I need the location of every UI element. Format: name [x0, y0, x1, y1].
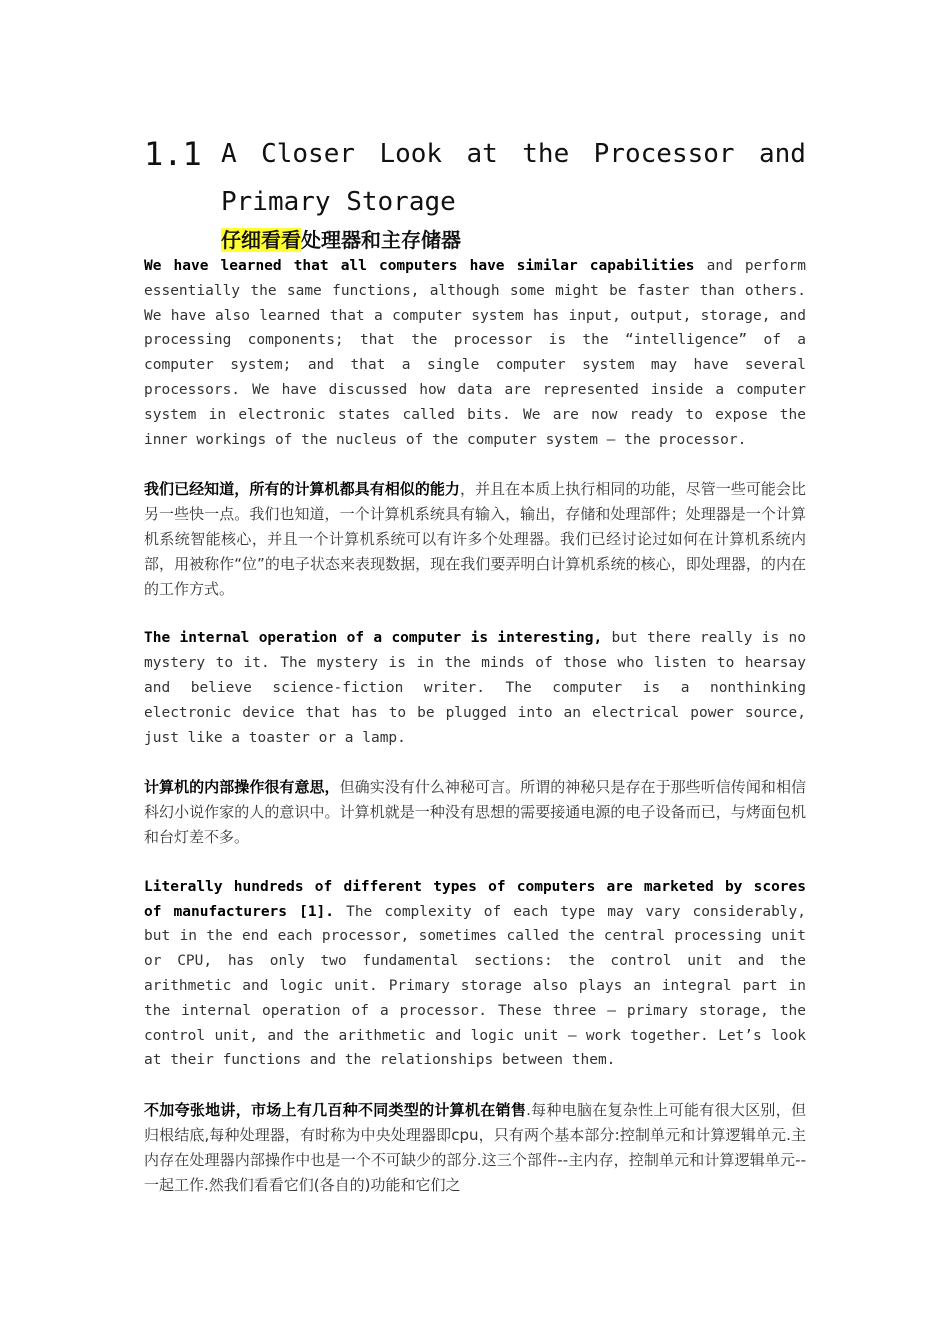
- title-word: Processor: [593, 139, 735, 169]
- section-number: 1.1: [144, 135, 202, 173]
- section-title-line1: [221, 130, 806, 178]
- paragraph-body: The complexity of each type may vary considerably, but in the end each processor, sometimes called the central processing unit or CPU, has only two fundamental sections: the control unit and the arithmetic and logic unit. Primary storage also plays an integral part in the internal operation of a processor. These three — primary storage, the control unit, and the arithmetic and logic unit — work together. Let’s look at their functions and the relationships between them.: [144, 903, 806, 1069]
- paragraph-zh-2: [144, 775, 806, 849]
- paragraph-zh-1: [144, 477, 806, 601]
- paragraph-en-3: [144, 875, 806, 1073]
- paragraph-body: 但确实没有什么神秘可言。所谓的神秘只是存在于那些听信传闻和相信科幻小说作家的人的意识中。计算机就是一种没有思想的需要接通电源的电子设备而已，与烤面包机和台灯差不多。: [144, 778, 806, 846]
- title-word: A: [221, 139, 237, 169]
- paragraph-body: ，并且在本质上执行相同的功能，尽管一些可能会比另一些快一点。我们也知道，一个计算机系统具有输入，输出，存储和处理部件；处理器是一个计算机系统智能核心，并且一个计算机系统可以有许多个处理器。我们已经讨论过如何在计算机系统内部，用被称作“位”的电子状态来表现数据，现在我们要弄明白计算机系统的核心，即处理器，的内在的工作方式。: [144, 480, 806, 598]
- chinese-subtitle: [221, 226, 806, 254]
- paragraph-en-1: [144, 254, 806, 452]
- title-word: and: [759, 139, 806, 169]
- paragraph-lead: The internal operation of a computer is interesting,: [144, 630, 603, 647]
- paragraph-en-2: [144, 626, 806, 750]
- paragraph-lead: 计算机的内部操作很有意思，: [144, 778, 340, 797]
- paragraph-body: .每种电脑在复杂性上可能有很大区别，但归根结底,每种处理器，有时称为中央处理器即cpu，只有两个基本部分:控制单元和计算逻辑单元.主内存在处理器内部操作中也是一个不可缺少的部分.这三个部件--主内存，控制单元和计算逻辑单元--一起工作.然我们看看它们(各自的)功能和它们之: [144, 1101, 806, 1194]
- paragraph-spacer: [144, 750, 806, 775]
- paragraph-body: and perform essentially the same functions, although some might be faster than others. We have also learned that a computer system has input, output, storage, and processing components; that the processor is the “intelligence” of a computer system; and that a single computer system may have several processors. We have discussed how data are represented inside a computer system in electronic states called bits. We are now ready to expose the inner workings of the nucleus of the computer system — the processor.: [144, 258, 806, 448]
- paragraph-lead: 我们已经知道，所有的计算机都具有相似的能力: [144, 480, 460, 499]
- document-page: [144, 130, 806, 1197]
- title-word: the: [522, 139, 570, 169]
- paragraph-zh-3: [144, 1098, 806, 1197]
- subtitle-rest: 处理器和主存储器: [301, 228, 461, 252]
- title-word: Closer: [261, 139, 356, 169]
- paragraph-body: but there really is no mystery to it. The mystery is in the minds of those who listen to hearsay and believe science-fiction writer. The computer is a nonthinking electronic device that has to be plugged into an electrical power source, just like a toaster or a lamp.: [144, 630, 806, 746]
- paragraph-spacer: [144, 601, 806, 626]
- title-word: Look: [379, 139, 443, 169]
- section-heading: [144, 130, 806, 226]
- paragraph-lead: Literally hundreds of different types of computers are marketed by scores of manufacturers [1].: [144, 878, 806, 920]
- paragraph-spacer: [144, 850, 806, 875]
- paragraph-spacer: [144, 452, 806, 477]
- paragraph-lead: We have learned that all computers have similar capabilities: [144, 258, 695, 274]
- section-title: [221, 130, 806, 226]
- section-title-line2: Primary Storage: [221, 187, 456, 217]
- title-word: at: [466, 139, 498, 169]
- subtitle-highlight: 仔细看看: [221, 228, 301, 252]
- paragraph-spacer: [144, 1073, 806, 1098]
- paragraph-lead: 不加夸张地讲，市场上有几百种不同类型的计算机在销售: [144, 1101, 527, 1120]
